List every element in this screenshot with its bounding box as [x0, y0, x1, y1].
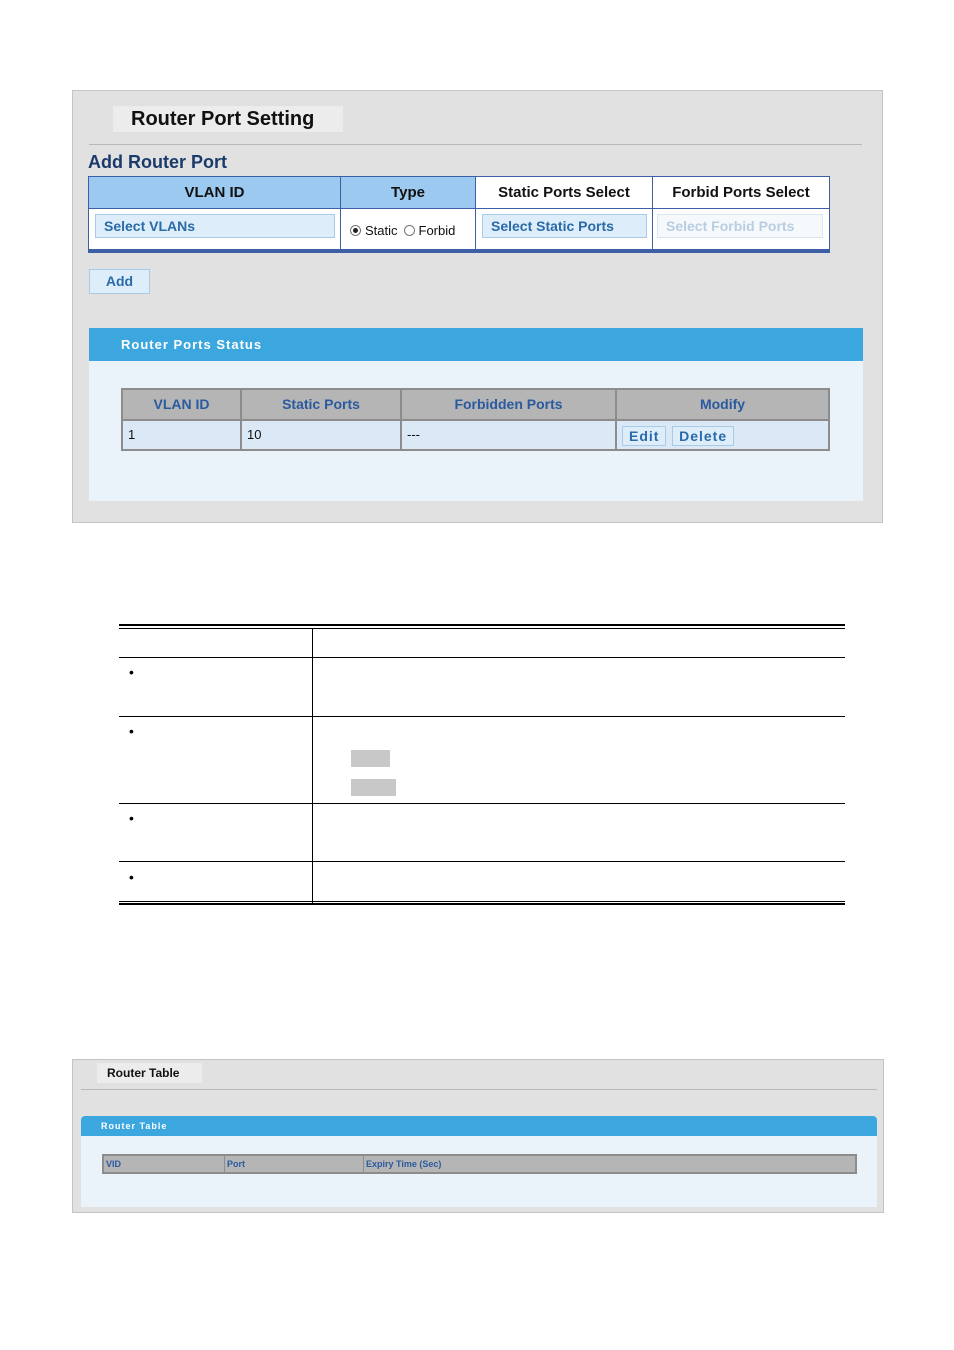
- column-header-port: Port: [225, 1156, 364, 1172]
- static-radio-label: Static: [365, 223, 398, 238]
- column-header-static-ports-select: Static Ports Select: [476, 177, 653, 208]
- column-divider: [312, 629, 313, 903]
- type-cell: [341, 208, 476, 249]
- bullet-icon: •: [129, 664, 134, 680]
- router-table-section: [81, 1116, 877, 1207]
- table-top-rule-inner: [119, 628, 845, 629]
- router-ports-status-table: [121, 388, 830, 451]
- select-vlans-button[interactable]: Select VLANs: [95, 214, 335, 238]
- column-header-forbid-ports-select: Forbid Ports Select: [653, 177, 829, 208]
- static-radio[interactable]: [350, 225, 361, 236]
- bullet-icon: •: [129, 723, 134, 739]
- row-divider: [119, 803, 845, 804]
- description-table: [119, 624, 845, 905]
- row-divider: [119, 861, 845, 862]
- row-static-ports: 10: [242, 419, 402, 449]
- row-divider: [119, 716, 845, 717]
- static-ports-cell: [476, 208, 653, 249]
- router-table: [102, 1154, 857, 1174]
- edit-button[interactable]: Edit: [622, 426, 666, 446]
- router-table-section-title: Router Table: [81, 1116, 877, 1136]
- router-table-panel: [72, 1059, 884, 1213]
- bullet-icon: •: [129, 810, 134, 826]
- row-modify: [617, 419, 828, 449]
- column-header-vlan-id: VLAN ID: [89, 177, 341, 208]
- select-forbid-ports-button[interactable]: Select Forbid Ports: [657, 214, 823, 238]
- button-sample: [351, 750, 390, 767]
- column-header-forbidden-ports: Forbidden Ports: [402, 390, 617, 419]
- button-sample: [351, 779, 396, 796]
- page-title: Router Table: [97, 1063, 202, 1083]
- forbid-ports-cell: [653, 208, 829, 249]
- type-radio-group: [350, 222, 461, 240]
- add-button[interactable]: Add: [89, 269, 150, 294]
- page-title: Router Port Setting: [113, 106, 343, 132]
- column-header-vlan-id: VLAN ID: [123, 390, 242, 419]
- select-static-ports-button[interactable]: Select Static Ports: [482, 214, 647, 238]
- column-header-type: Type: [341, 177, 476, 208]
- delete-button[interactable]: Delete: [672, 426, 734, 446]
- forbid-radio-label: Forbid: [418, 223, 456, 238]
- table-bottom-rule: [119, 903, 845, 905]
- table-bottom-rule-inner: [119, 901, 845, 902]
- add-router-port-heading: Add Router Port: [88, 152, 227, 172]
- bullet-icon: •: [129, 869, 134, 885]
- column-header-modify: Modify: [617, 390, 828, 419]
- title-divider: [89, 144, 862, 145]
- header-rule: [119, 657, 845, 658]
- column-header-expiry-time: Expiry Time (Sec): [366, 1159, 442, 1169]
- column-header-static-ports: Static Ports: [242, 390, 402, 419]
- router-ports-status-title: Router Ports Status: [89, 328, 863, 361]
- vlan-id-cell: [89, 208, 341, 249]
- add-router-port-table: [88, 176, 830, 253]
- title-divider: [81, 1089, 877, 1090]
- table-top-rule: [119, 624, 845, 626]
- router-port-setting-panel: [72, 90, 883, 523]
- column-header-vid: VID: [104, 1156, 225, 1172]
- router-ports-status-panel: [89, 328, 863, 501]
- row-vlan-id: 1: [123, 419, 242, 449]
- forbid-radio[interactable]: [404, 225, 415, 236]
- row-forbidden-ports: ---: [402, 419, 617, 449]
